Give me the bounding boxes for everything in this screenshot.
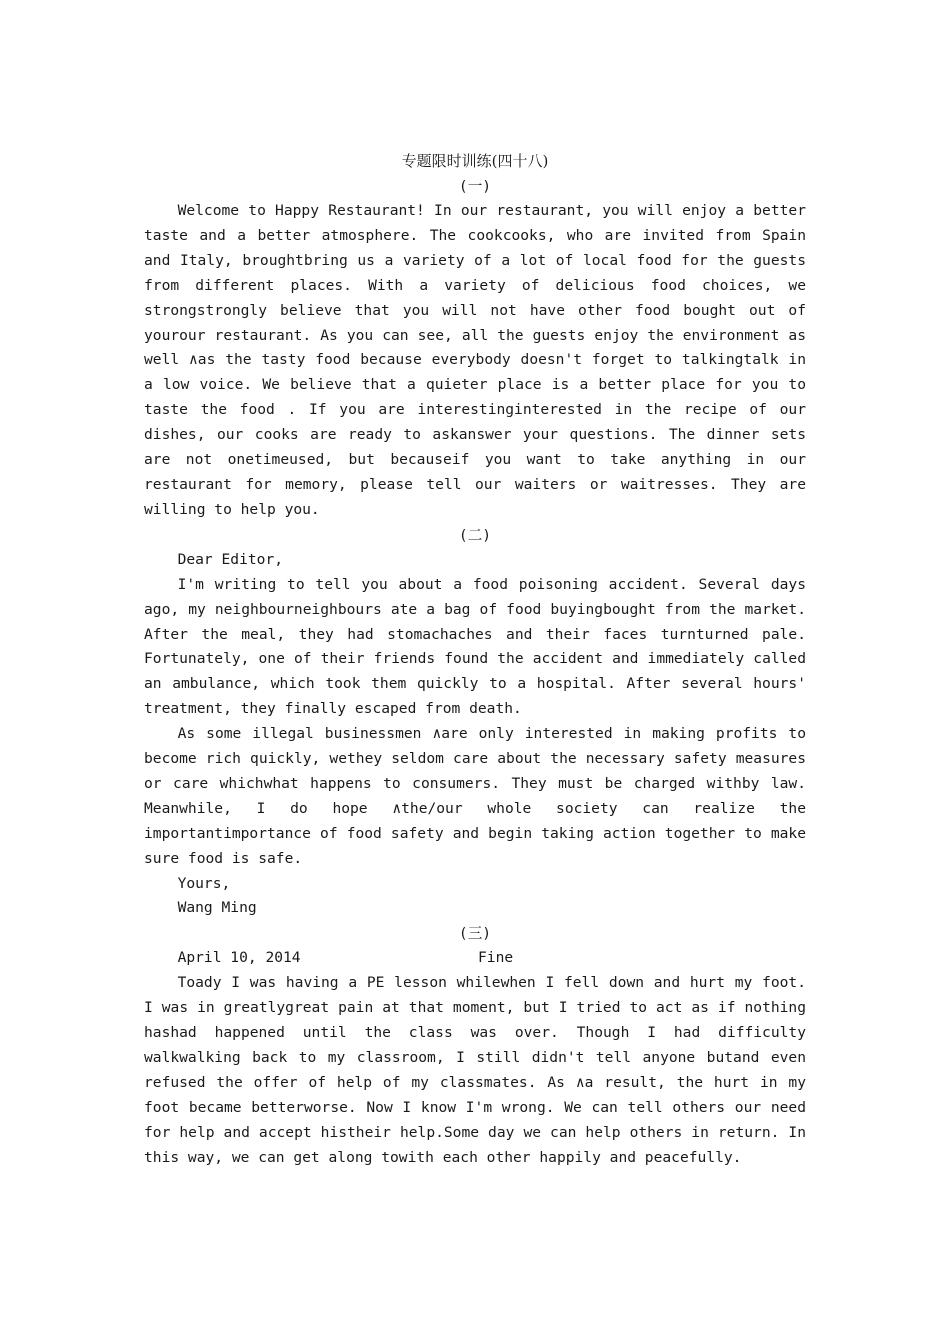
diary-date: April 10, 2014 [177,949,301,967]
letter-closing: Yours, [177,874,231,892]
letter-signature: Wang Ming [177,899,257,917]
document-page [144,148,806,1171]
section-2-paragraph-2: As some illegal businessmen ∧are only interested in making profits to become rich quickly, wethey seldom care about the necessary safety measures or care whichwhat happens to consumers. They must be charged withby law. Meanwhile, I do hope ∧the/our whole society can realize the importantimportance of food safety and begin taking action together to make sure food is safe. [144,725,806,867]
section-3-label: (三) [458,925,492,943]
section-1-label: (一) [458,178,492,195]
letter-salutation: Dear Editor, [177,550,284,568]
diary-weather: Fine [478,949,514,967]
section-3-paragraph-1: Toady I was having a PE lesson whilewhen I fell down and hurt my foot. I was in greatlygreat pain at that moment, but I tried to act as if nothing hashad happened until the class was over. Though I had difficulty walkwalking back to my classroom, I still didn't tell anyone butand even refused the offer of help of my classmates. As ∧a result, the hurt in my foot became betterworse. Now I know I'm wrong. We can tell others our need for help and accept histheir help.Some day we can help others in return. In this way, we can get along towith each other happily and peacefully. [144,974,806,1166]
section-1-paragraph-1: Welcome to Happy Restaurant! In our restaurant, you will enjoy a better taste and a better atmosphere. The cookcooks, who are invited from Spain and Italy, broughtbring us a variety of a lot of local food for the guests from different places. With a variety of delicious food choices, we strongstrongly believe that you will not have other food bought out of yourour restaurant. As you can see, all the guests enjoy the environment as well ∧as the tasty food because everybody doesn't forget to talkingtalk in a low voice. We believe that a quieter place is a better place for you to taste the food . If you are interestinginterested in the recipe of our dishes, our cooks are ready to askanswer your questions. The dinner sets are not onetimeused, but becauseif you want to take anything in our restaurant for memory, please tell our waiters or waitresses. They are willing to help you. [144,202,806,518]
section-2-label: (二) [458,526,492,544]
page-title: 专题限时训练(四十八) [401,152,549,170]
diary-dateline [144,946,806,971]
section-2-paragraph-1: I'm writing to tell you about a food poisoning accident. Several days ago, my neighbourneighbours ate a bag of food buyingbought from the market. After the meal, they had stomachaches and their faces turnturned pale. Fortunately, one of their friends found the accident and immediately called an ambulance, which took them quickly to a hospital. After several hours' treatment, they finally escaped from death. [144,575,806,718]
